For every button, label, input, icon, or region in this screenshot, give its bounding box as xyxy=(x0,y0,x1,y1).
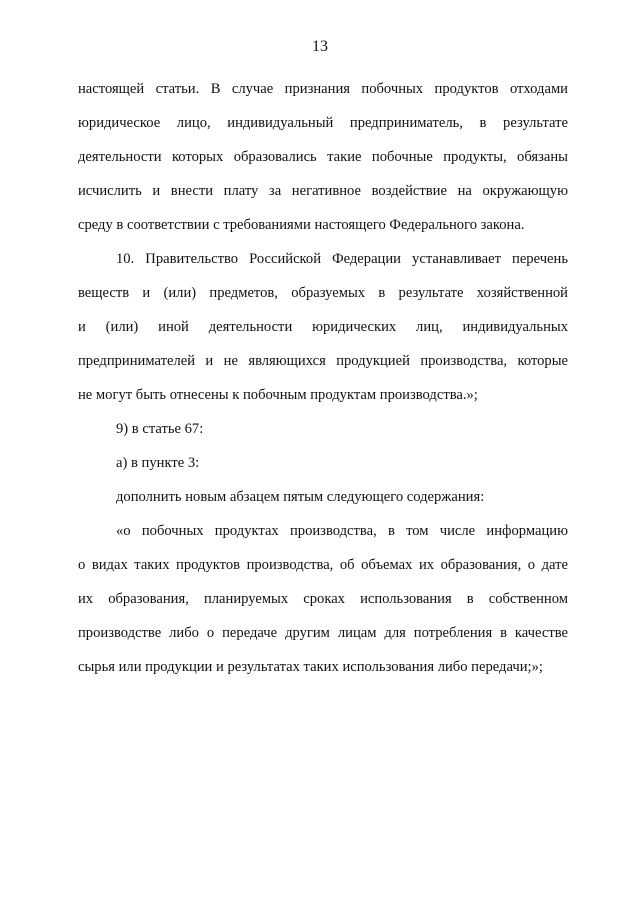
text-line: исчислить и внести плату за негативное воздействие на окружающую xyxy=(78,183,568,199)
text-line: их образования, планируемых сроках использования в собственном xyxy=(78,591,568,607)
text-line: среду в соответствии с требованиями настоящего Федерального закона. xyxy=(78,217,525,233)
document-body xyxy=(78,72,568,684)
text-line: веществ и (или) предметов, образуемых в результате хозяйственной xyxy=(78,285,568,301)
text-line: дополнить новым абзацем пятым следующего содержания: xyxy=(116,489,485,505)
text-line: деятельности которых образовались такие побочные продукты, обязаны xyxy=(78,149,568,165)
paragraph-4 xyxy=(78,446,568,480)
text-line: о видах таких продуктов производства, об объемах их образования, о дате xyxy=(78,557,568,573)
paragraph-3 xyxy=(78,412,568,446)
text-line: «о побочных продуктах производства, в том числе информацию xyxy=(116,523,568,539)
paragraph-2 xyxy=(78,242,568,412)
text-line: 10. Правительство Российской Федерации устанавливает перечень xyxy=(116,251,568,267)
text-line: предпринимателей и не являющихся продукцией производства, которые xyxy=(78,353,568,369)
paragraph-5 xyxy=(78,480,568,514)
text-line: не могут быть отнесены к побочным продуктам производства.»; xyxy=(78,387,478,403)
text-line: 9) в статье 67: xyxy=(116,421,204,437)
paragraph-1 xyxy=(78,72,568,242)
text-line: а) в пункте 3: xyxy=(116,455,200,471)
text-line: и (или) иной деятельности юридических лиц, индивидуальных xyxy=(78,319,568,335)
text-line: настоящей статьи. В случае признания побочных продуктов отходами xyxy=(78,81,568,97)
text-line: сырья или продукции и результатах таких использования либо передачи;»; xyxy=(78,659,543,675)
paragraph-6 xyxy=(78,514,568,684)
text-line: производстве либо о передаче другим лицам для потребления в качестве xyxy=(78,625,568,641)
page-number: 13 xyxy=(312,38,328,55)
text-line: юридическое лицо, индивидуальный предприниматель, в результате xyxy=(78,115,568,131)
